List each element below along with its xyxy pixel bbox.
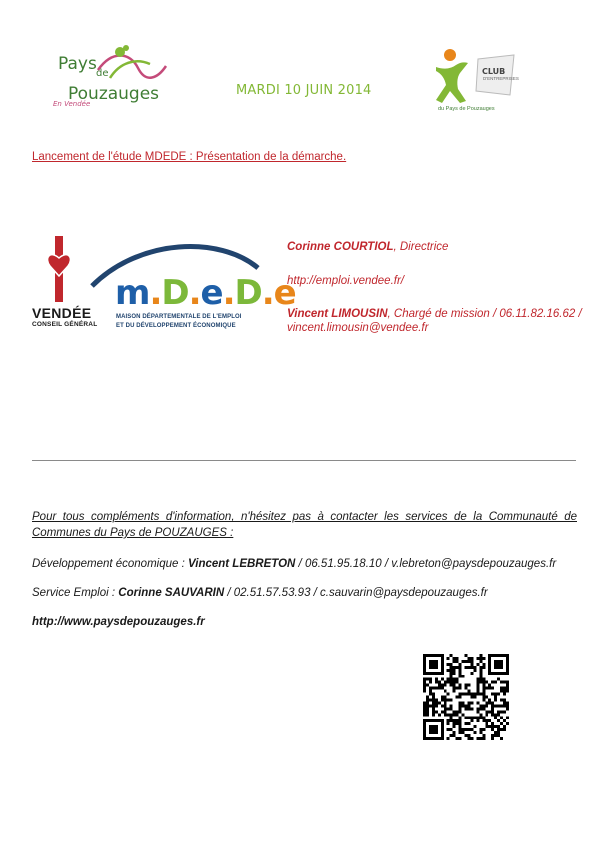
mdede-letter-e1: e	[200, 273, 223, 313]
contact-2-name: Vincent LIMOUSIN	[287, 308, 388, 320]
mdede-letter-m: m	[115, 273, 150, 313]
mdede-dot-2: .	[188, 273, 201, 313]
mdede-wordmark	[115, 273, 296, 313]
contact-2-details: , Chargé de mission / 06.11.82.16.62 / vincent.limousin@vendee.fr	[287, 308, 582, 334]
document-date: MARDI 10 JUIN 2014	[236, 83, 372, 98]
info-website-link[interactable]: http://www.paysdepouzauges.fr	[32, 616, 205, 628]
section-divider	[32, 460, 576, 461]
dev-eco-details: / 06.51.95.18.10 / v.lebreton@paysdepouzauges.fr	[295, 558, 557, 570]
contact-1-role: , Directrice	[393, 241, 449, 253]
pouzauges-word: Pouzauges	[68, 84, 160, 104]
mdede-vendee-logo	[30, 228, 296, 340]
contact-directrice	[287, 240, 448, 254]
contact-website-link[interactable]: http://emploi.vendee.fr/	[287, 275, 404, 287]
emploi-label: Service Emploi :	[32, 587, 119, 599]
mdede-letter-d2: D	[234, 273, 262, 313]
de-word: de	[96, 68, 109, 79]
club-label: CLUB	[482, 67, 506, 76]
mdede-letter-d1: D	[161, 273, 189, 313]
emploi-details: / 02.51.57.53.93 / c.sauvarin@paysdepouzauges.fr	[224, 587, 488, 599]
dev-eco-name: Vincent LEBRETON	[188, 558, 296, 570]
conseil-general-word: CONSEIL GÉNÉRAL	[32, 321, 98, 328]
mdede-tagline-1: MAISON DÉPARTEMENTALE DE L'EMPLOI	[116, 314, 242, 320]
info-dev-eco	[32, 556, 577, 572]
pays-de-pouzauges-logo	[50, 40, 170, 112]
contact-charge-mission	[287, 307, 587, 335]
contact-1-name: Corinne COURTIOL	[287, 241, 394, 253]
emploi-name: Corinne SAUVARIN	[118, 587, 225, 599]
vendee-word: VENDÉE	[32, 305, 92, 321]
club-entreprises-logo	[430, 45, 520, 117]
info-service-emploi	[32, 585, 577, 601]
mdede-letter-e2: e	[273, 273, 296, 313]
en-vendee-word: En Vendée	[53, 100, 91, 108]
mdede-tagline-2: ET DU DÉVELOPPEMENT ÉCONOMIQUE	[116, 323, 236, 329]
mdede-dot-3: .	[222, 273, 235, 313]
dev-eco-label: Développement économique :	[32, 558, 188, 570]
club-sub-label: D'ENTREPRISES	[483, 76, 519, 81]
mdede-dot-1: .	[149, 273, 162, 313]
info-intro: Pour tous compléments d'information, n'hésitez pas à contacter les services de la Communauté de Communes du Pays de POUZAUGES :	[32, 511, 577, 539]
club-footer-label: du Pays de Pouzauges	[438, 106, 495, 112]
subject-line: Lancement de l'étude MDEDE : Présentation de la démarche.	[32, 151, 347, 163]
pays-word: Pays	[58, 54, 97, 74]
mdede-dot-4: .	[261, 273, 274, 313]
qr-code-icon[interactable]	[423, 654, 509, 740]
